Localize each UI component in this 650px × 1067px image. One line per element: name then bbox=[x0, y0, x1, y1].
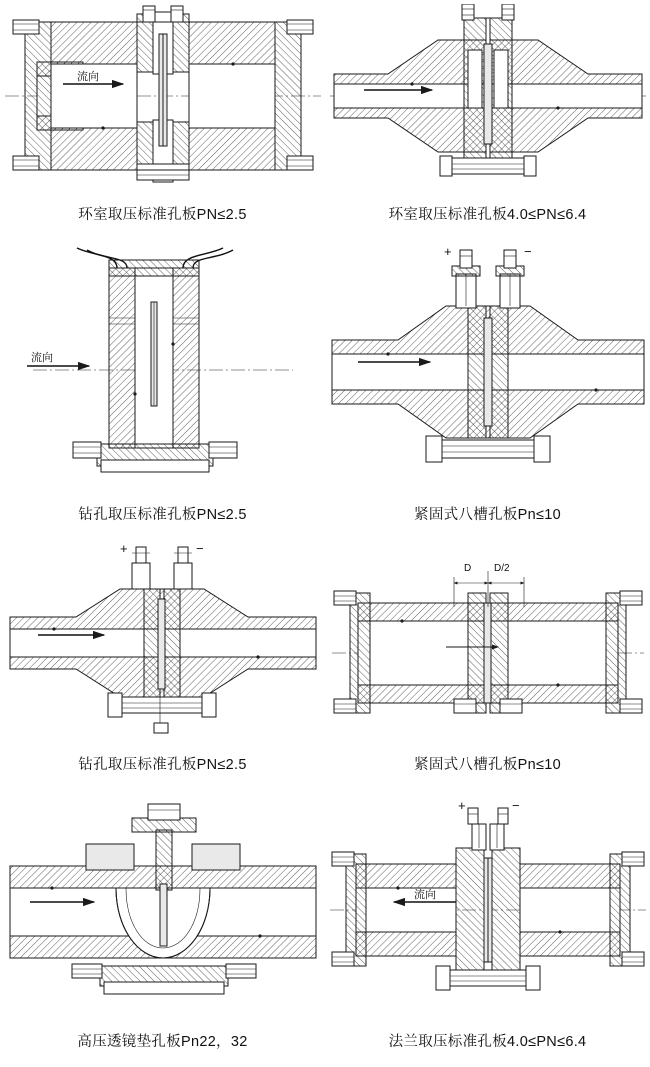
figure-caption-7: 高压透镜垫孔板Pn22，32 bbox=[77, 1034, 248, 1050]
figure-cell-1 bbox=[0, 0, 325, 240]
figure-drawing-7 bbox=[0, 790, 325, 1024]
figure-caption-5: 钻孔取压标准孔板PN≤2.5 bbox=[78, 757, 247, 773]
dimension-label-d: D bbox=[463, 563, 471, 574]
figure-drawing-5 bbox=[0, 540, 325, 747]
figure-cell-2 bbox=[325, 0, 650, 240]
figure-caption-6: 紧固式八槽孔板Pn≤10 bbox=[414, 757, 561, 773]
tap-symbol-minus-4: − bbox=[523, 243, 532, 259]
figure-cell-6 bbox=[325, 540, 650, 790]
tap-symbol-minus-8: − bbox=[511, 799, 520, 813]
tap-symbol-plus-5: + bbox=[119, 541, 128, 556]
figure-caption-3: 钻孔取压标准孔板PN≤2.5 bbox=[78, 507, 247, 523]
dimension-label-d-half: D/2 bbox=[493, 563, 510, 574]
figure-cell-5 bbox=[0, 540, 325, 790]
figure-drawing-2 bbox=[325, 0, 650, 197]
figure-drawing-8 bbox=[325, 790, 650, 1024]
tap-symbol-plus-8: + bbox=[457, 799, 466, 813]
figure-caption-1: 环室取压标准孔板PN≤2.5 bbox=[78, 207, 247, 223]
figure-drawing-6 bbox=[325, 540, 650, 747]
tap-symbol-minus-5: − bbox=[195, 541, 204, 556]
figure-cell-8 bbox=[325, 790, 650, 1067]
figure-drawing-3 bbox=[0, 240, 325, 497]
figure-caption-8: 法兰取压标准孔板4.0≤PN≤6.4 bbox=[388, 1034, 587, 1050]
figure-caption-4: 紧固式八槽孔板Pn≤10 bbox=[414, 507, 561, 523]
flow-label-3: 流向 bbox=[30, 351, 53, 364]
tap-symbol-plus-4: + bbox=[443, 243, 452, 259]
figure-cell-4 bbox=[325, 240, 650, 540]
figure-drawing-1 bbox=[0, 0, 325, 197]
flow-label-1: 流向 bbox=[76, 70, 99, 83]
flow-label-8: 流向 bbox=[413, 888, 436, 901]
figure-cell-7 bbox=[0, 790, 325, 1067]
figure-caption-2: 环室取压标准孔板4.0≤PN≤6.4 bbox=[388, 207, 587, 223]
figure-drawing-4 bbox=[325, 240, 650, 497]
figure-cell-3 bbox=[0, 240, 325, 540]
